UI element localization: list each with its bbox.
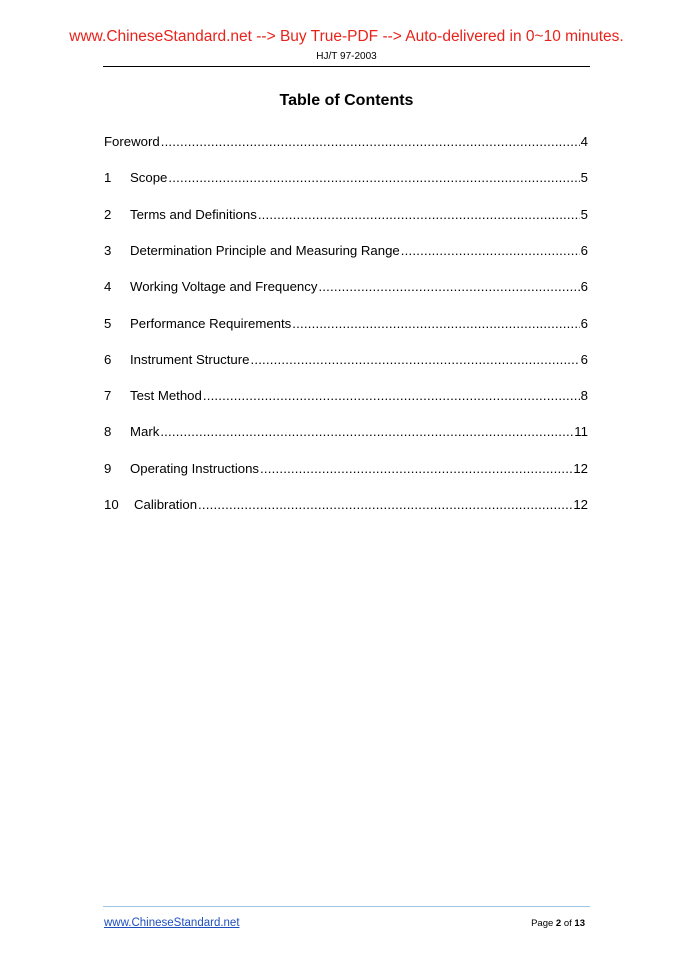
toc-leader-dots — [258, 207, 580, 222]
toc-leader-dots — [250, 352, 579, 367]
toc-entry[interactable] — [104, 207, 588, 225]
toc-entry-page: 6 — [580, 243, 588, 258]
toc-leader-dots — [260, 461, 572, 476]
toc-entry-title: Operating Instructions — [130, 461, 260, 476]
toc-entry-page: 12 — [573, 497, 588, 512]
promo-banner[interactable]: www.ChineseStandard.net --> Buy True-PDF --> Auto-delivered in 0~10 minutes. — [69, 28, 624, 45]
toc-leader-dots — [401, 243, 580, 258]
toc-leader-dots — [161, 134, 580, 149]
toc-entry-title: Test Method — [130, 388, 202, 403]
toc-entry-page: 8 — [580, 388, 588, 403]
header-divider — [103, 66, 590, 67]
toc-entry-title: Calibration — [134, 497, 198, 512]
footer-website-link[interactable]: www.ChineseStandard.net — [104, 917, 240, 929]
toc-entry[interactable] — [104, 316, 588, 334]
toc-entry-title: Determination Principle and Measuring Range — [130, 243, 400, 258]
toc-leader-dots — [198, 497, 572, 512]
toc-entry-number: 10 — [104, 497, 119, 512]
toc-entry[interactable] — [104, 352, 588, 370]
toc-entry[interactable] — [104, 134, 588, 152]
toc-leader-dots — [318, 279, 579, 294]
toc-entry-page: 12 — [573, 461, 588, 476]
toc-entry[interactable] — [104, 388, 588, 406]
toc-leader-dots — [292, 316, 579, 331]
toc-entry-title: Foreword — [104, 134, 160, 149]
toc-entry-number: 3 — [104, 243, 112, 258]
toc-entry-number: 5 — [104, 316, 112, 331]
toc-entry-number: 9 — [104, 461, 112, 476]
toc-leader-dots — [203, 388, 580, 403]
footer-divider — [103, 906, 590, 907]
toc-entry-title: Working Voltage and Frequency — [130, 279, 318, 294]
toc-entry[interactable] — [104, 243, 588, 261]
toc-entry-title: Instrument Structure — [130, 352, 250, 367]
page-number — [531, 918, 585, 929]
toc-entry-title: Mark — [130, 424, 160, 439]
document-code: HJ/T 97-2003 — [316, 51, 377, 62]
toc-entry-number: 6 — [104, 352, 112, 367]
toc-leader-dots — [160, 424, 573, 439]
toc-entry[interactable] — [104, 424, 588, 442]
toc-entry-title: Terms and Definitions — [130, 207, 257, 222]
toc-entry-page: 6 — [580, 316, 588, 331]
toc-entry-page: 4 — [580, 134, 588, 149]
toc-entry-title: Scope — [130, 170, 168, 185]
toc-entry-page: 6 — [580, 279, 588, 294]
toc-entry-page: 5 — [580, 170, 588, 185]
toc-entry-number: 4 — [104, 279, 112, 294]
current-page: 2 — [555, 918, 562, 929]
toc-title: Table of Contents — [279, 92, 414, 109]
toc-entry-number: 8 — [104, 424, 112, 439]
toc-entry-page: 5 — [580, 207, 588, 222]
toc-entry-number: 1 — [104, 170, 112, 185]
page-of: of — [563, 918, 572, 929]
toc-entry-number: 7 — [104, 388, 112, 403]
toc-entry[interactable] — [104, 279, 588, 297]
toc-entry[interactable] — [104, 461, 588, 479]
toc-entry[interactable] — [104, 170, 588, 188]
toc-entry-page: 11 — [574, 424, 588, 439]
toc-entry[interactable] — [104, 497, 588, 515]
page-label: Page — [531, 918, 554, 929]
toc-entry-title: Performance Requirements — [130, 316, 292, 331]
toc-entry-number: 2 — [104, 207, 112, 222]
total-pages: 13 — [574, 918, 585, 929]
toc-leader-dots — [168, 170, 579, 185]
toc-entry-page: 6 — [580, 352, 588, 367]
